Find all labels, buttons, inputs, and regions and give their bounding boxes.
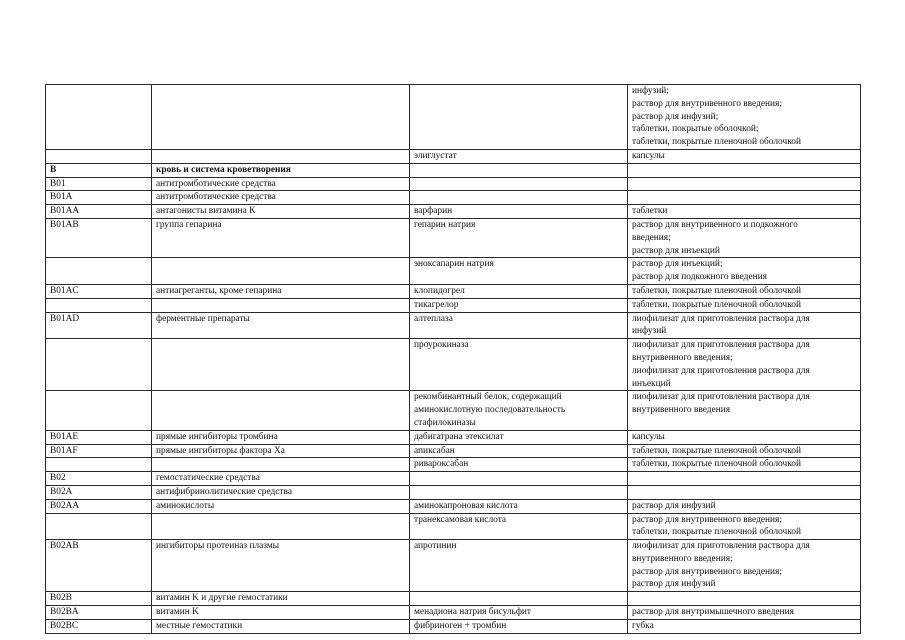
drug-name-cell [410, 513, 628, 540]
cell-text-line: B02 [50, 473, 66, 484]
group-name-cell [152, 606, 410, 620]
cell-text-line: транексамовая кислота [414, 514, 507, 525]
table-row [46, 499, 861, 513]
atc-code-cell [46, 218, 152, 257]
cell-text-line: B02B [50, 593, 72, 604]
drug-name-cell [410, 163, 628, 177]
atc-code-cell [46, 540, 152, 592]
drug-name-cell [410, 606, 628, 620]
drug-name-cell [410, 339, 628, 391]
atc-code-cell [46, 606, 152, 620]
cell-text-line: B02AB [50, 541, 79, 552]
dosage-form-cell [628, 499, 861, 513]
cell-text-line: раствор для инфузий [632, 579, 716, 590]
cell-text-line: лиофилизат для приготовления раствора для [632, 365, 810, 376]
cell-text-line: раствор для внутривенного введения; [632, 98, 782, 109]
cell-text-line: B01AD [50, 313, 80, 324]
group-name-cell [152, 540, 410, 592]
drug-name-cell [410, 444, 628, 458]
atc-code-cell [46, 205, 152, 219]
table-row [46, 391, 861, 430]
cell-text-line: гемостатические средства [156, 473, 260, 484]
group-name-cell [152, 430, 410, 444]
cell-text-line: внутривенного введения [632, 405, 731, 416]
cell-text-line: прямые ингибиторы тромбина [156, 431, 278, 442]
cell-text-line: внутривенного введения; [632, 352, 733, 363]
cell-text-line: аминокапроновая кислота [414, 500, 518, 511]
cell-text-line: лиофилизат для приготовления раствора для [632, 541, 810, 552]
dosage-form-cell [628, 391, 861, 430]
cell-text-line: таблетки, покрытые пленочной оболочкой [632, 137, 801, 148]
cell-text-line: раствор для инъекций [632, 245, 720, 256]
dosage-form-cell [628, 205, 861, 219]
dosage-form-cell [628, 177, 861, 191]
cell-text-line: витамин K [156, 607, 199, 618]
dosage-form-cell [628, 606, 861, 620]
atc-code-cell [46, 444, 152, 458]
atc-code-cell [46, 149, 152, 163]
cell-text-line: таблетки, покрытые пленочной оболочкой [632, 299, 801, 310]
group-name-cell [152, 163, 410, 177]
table-row [46, 218, 861, 257]
cell-text-line: инфузий [632, 326, 667, 337]
dosage-form-cell [628, 191, 861, 205]
table-row [46, 606, 861, 620]
dosage-form-cell [628, 430, 861, 444]
group-name-cell [152, 191, 410, 205]
drug-name-cell [410, 298, 628, 312]
drug-name-cell [410, 391, 628, 430]
dosage-form-cell [628, 284, 861, 298]
group-name-cell [152, 485, 410, 499]
table-row [46, 191, 861, 205]
cell-text-line: алтеплаза [414, 313, 453, 324]
dosage-form-cell [628, 85, 861, 150]
table-row [46, 163, 861, 177]
dosage-form-cell [628, 163, 861, 177]
cell-text-line: раствор для внутривенного введения; [632, 566, 782, 577]
cell-text-line: антитромботические средства [156, 178, 276, 189]
cell-text-line: губка [632, 620, 654, 631]
group-name-cell [152, 298, 410, 312]
cell-text-line: B [50, 164, 57, 175]
cell-text-line: тикагрелор [414, 299, 459, 310]
group-name-cell [152, 149, 410, 163]
group-name-cell [152, 458, 410, 472]
atc-code-cell [46, 472, 152, 486]
dosage-form-cell [628, 149, 861, 163]
table-row [46, 485, 861, 499]
table-row [46, 177, 861, 191]
dosage-form-cell [628, 485, 861, 499]
cell-text-line: фибриноген + тромбин [414, 620, 507, 631]
cell-text-line: гепарин натрия [414, 219, 476, 230]
drug-name-cell [410, 149, 628, 163]
atc-code-cell [46, 391, 152, 430]
table-row [46, 284, 861, 298]
cell-text-line: апиксабан [414, 445, 455, 456]
group-name-cell [152, 444, 410, 458]
cell-text-line: капсулы [632, 431, 665, 442]
dosage-form-cell [628, 619, 861, 633]
cell-text-line: ферментные препараты [156, 313, 250, 324]
group-name-cell [152, 218, 410, 257]
group-name-cell [152, 499, 410, 513]
cell-text-line: прямые ингибиторы фактора Ха [156, 445, 285, 456]
drug-name-cell [410, 284, 628, 298]
cell-text-line: раствор для подкожного введения [632, 272, 767, 283]
dosage-form-cell [628, 298, 861, 312]
cell-text-line: внутривенного введения; [632, 553, 733, 564]
table-row [46, 298, 861, 312]
dosage-form-cell [628, 472, 861, 486]
cell-text-line: элиглустат [414, 150, 457, 161]
atc-code-cell [46, 284, 152, 298]
cell-text-line: проурокиназа [414, 340, 469, 351]
cell-text-line: стафилокиназы [414, 417, 476, 428]
cell-text-line: B01 [50, 178, 66, 189]
cell-text-line: таблетки [632, 206, 668, 217]
atc-code-cell [46, 177, 152, 191]
dosage-form-cell [628, 312, 861, 339]
cell-text-line: апротинин [414, 541, 457, 552]
drug-list-table [45, 84, 861, 634]
group-name-cell [152, 339, 410, 391]
group-name-cell [152, 177, 410, 191]
drug-name-cell [410, 458, 628, 472]
atc-code-cell [46, 339, 152, 391]
cell-text-line: B01AF [50, 445, 78, 456]
cell-text-line: капсулы [632, 150, 665, 161]
atc-code-cell [46, 592, 152, 606]
group-name-cell [152, 472, 410, 486]
dosage-form-cell [628, 540, 861, 592]
group-name-cell [152, 513, 410, 540]
atc-code-cell [46, 163, 152, 177]
cell-text-line: таблетки, покрытые пленочной оболочкой [632, 285, 801, 296]
atc-code-cell [46, 258, 152, 285]
drug-name-cell [410, 218, 628, 257]
cell-text-line: раствор для инъекций; [632, 259, 723, 270]
cell-text-line: антитромботические средства [156, 192, 276, 203]
cell-text-line: введения; [632, 232, 671, 243]
cell-text-line: раствор для внутримышечного введения [632, 607, 794, 618]
group-name-cell [152, 592, 410, 606]
cell-text-line: рекомбинантный белок, содержащий [414, 392, 562, 403]
drug-name-cell [410, 592, 628, 606]
atc-code-cell [46, 312, 152, 339]
cell-text-line: лиофилизат для приготовления раствора для [632, 392, 810, 403]
dosage-form-cell [628, 258, 861, 285]
atc-code-cell [46, 485, 152, 499]
cell-text-line: антифибринолитические средства [156, 486, 292, 497]
dosage-form-cell [628, 513, 861, 540]
cell-text-line: ингибиторы протеиназ плазмы [156, 541, 280, 552]
dosage-form-cell [628, 458, 861, 472]
atc-code-cell [46, 513, 152, 540]
cell-text-line: кровь и система кроветворения [156, 164, 291, 175]
group-name-cell [152, 619, 410, 633]
table-row [46, 430, 861, 444]
atc-code-cell [46, 191, 152, 205]
cell-text-line: дабигатрана этексилат [414, 431, 504, 442]
drug-name-cell [410, 540, 628, 592]
cell-text-line: B02AA [50, 500, 80, 511]
table-row [46, 444, 861, 458]
cell-text-line: раствор для внутривенного и подкожного [632, 219, 798, 230]
table-row [46, 339, 861, 391]
group-name-cell [152, 391, 410, 430]
cell-text-line: антагонисты витамина К [156, 206, 256, 217]
cell-text-line: лиофилизат для приготовления раствора для [632, 313, 810, 324]
cell-text-line: антиагреганты, кроме гепарина [156, 285, 282, 296]
cell-text-line: B01AB [50, 219, 79, 230]
cell-text-line: B01AA [50, 206, 80, 217]
table-row [46, 85, 861, 150]
drug-name-cell [410, 430, 628, 444]
dosage-form-cell [628, 592, 861, 606]
table-row [46, 619, 861, 633]
cell-text-line: менадиона натрия бисульфит [414, 607, 532, 618]
table-body [46, 85, 861, 634]
drug-name-cell [410, 485, 628, 499]
cell-text-line: группа гепарина [156, 219, 222, 230]
cell-text-line: лиофилизат для приготовления раствора для [632, 340, 810, 351]
table-row [46, 513, 861, 540]
table-row [46, 312, 861, 339]
cell-text-line: B01A [50, 192, 73, 203]
cell-text-line: витамин K и другие гемостатики [156, 593, 288, 604]
cell-text-line: раствор для инфузий; [632, 111, 719, 122]
atc-code-cell [46, 619, 152, 633]
cell-text-line: таблетки, покрытые пленочной оболочкой [632, 527, 801, 538]
cell-text-line: варфарин [414, 206, 453, 217]
cell-text-line: B01AC [50, 285, 79, 296]
table-row [46, 458, 861, 472]
group-name-cell [152, 284, 410, 298]
table-row [46, 592, 861, 606]
atc-code-cell [46, 458, 152, 472]
drug-name-cell [410, 499, 628, 513]
atc-code-cell [46, 430, 152, 444]
table-row [46, 258, 861, 285]
drug-name-cell [410, 205, 628, 219]
group-name-cell [152, 205, 410, 219]
cell-text-line: B01AE [50, 431, 79, 442]
cell-text-line: эноксапарин натрия [414, 259, 494, 270]
cell-text-line: аминокислотную последовательность [414, 405, 566, 416]
cell-text-line: B02A [50, 486, 73, 497]
cell-text-line: таблетки, покрытые пленочной оболочкой [632, 445, 801, 456]
cell-text-line: аминокислоты [156, 500, 215, 511]
cell-text-line: клопидогрел [414, 285, 465, 296]
drug-name-cell [410, 191, 628, 205]
cell-text-line: инфузий; [632, 86, 669, 96]
cell-text-line: B02BC [50, 620, 79, 631]
cell-text-line: B02BA [50, 607, 79, 618]
drug-name-cell [410, 177, 628, 191]
drug-name-cell [410, 619, 628, 633]
group-name-cell [152, 312, 410, 339]
cell-text-line: ривароксабан [414, 459, 469, 470]
drug-name-cell [410, 258, 628, 285]
group-name-cell [152, 85, 410, 150]
dosage-form-cell [628, 444, 861, 458]
dosage-form-cell [628, 218, 861, 257]
table-row [46, 472, 861, 486]
drug-name-cell [410, 85, 628, 150]
atc-code-cell [46, 298, 152, 312]
atc-code-cell [46, 85, 152, 150]
drug-name-cell [410, 312, 628, 339]
atc-code-cell [46, 499, 152, 513]
cell-text-line: раствор для внутривенного введения; [632, 514, 782, 525]
dosage-form-cell [628, 339, 861, 391]
table-row [46, 540, 861, 592]
table-row [46, 205, 861, 219]
cell-text-line: местные гемостатики [156, 620, 243, 631]
table-row [46, 149, 861, 163]
cell-text-line: таблетки, покрытые пленочной оболочкой [632, 459, 801, 470]
cell-text-line: инъекций [632, 378, 671, 389]
drug-name-cell [410, 472, 628, 486]
group-name-cell [152, 258, 410, 285]
cell-text-line: таблетки, покрытые оболочкой; [632, 124, 759, 135]
cell-text-line: раствор для инфузий [632, 500, 716, 511]
